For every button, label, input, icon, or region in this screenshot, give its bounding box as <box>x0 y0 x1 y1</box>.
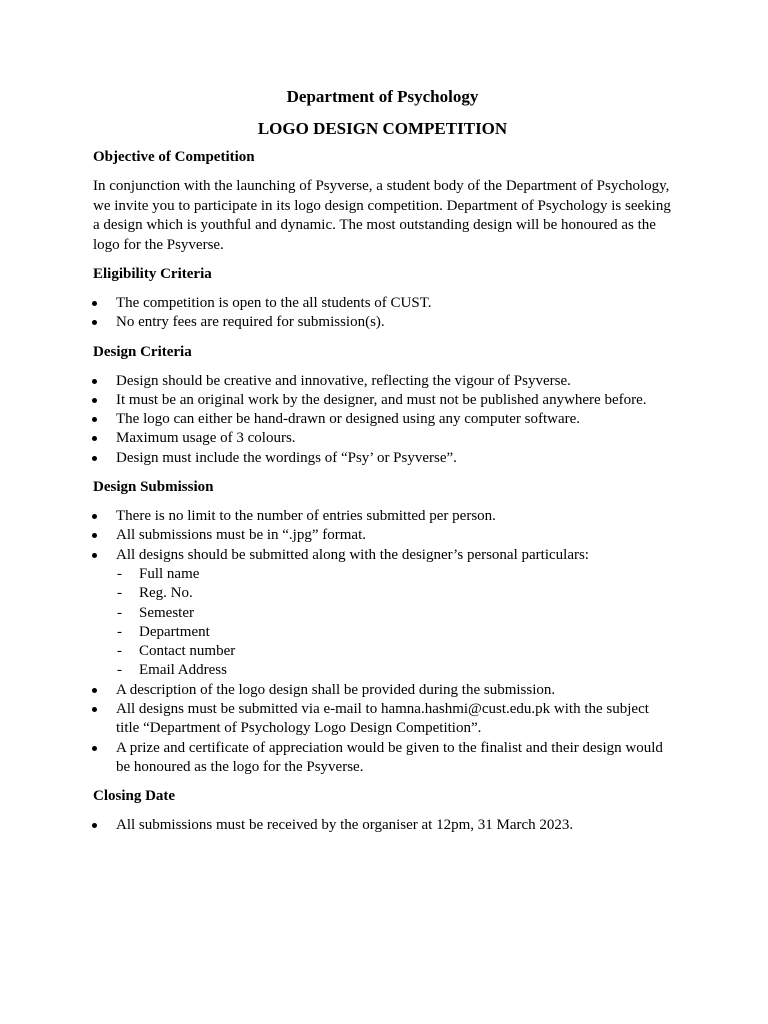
bullet-icon <box>92 707 97 712</box>
list-item <box>93 681 672 700</box>
department-title: Department of Psychology <box>286 87 479 106</box>
dash-icon: - <box>117 585 122 602</box>
bullet-icon <box>92 301 97 306</box>
bullet-icon <box>92 823 97 828</box>
particular-text: Reg. No. <box>139 585 193 602</box>
list-item-text: All designs should be submitted along with the designer’s personal particulars: <box>116 546 589 563</box>
list-item-text: All submissions must be in “.jpg” format. <box>116 527 366 544</box>
bullet-icon <box>92 746 97 751</box>
list-item <box>93 739 672 778</box>
particular-item <box>93 565 672 584</box>
bullet-icon <box>92 320 97 325</box>
list-item <box>93 449 672 468</box>
eligibility-list <box>93 294 672 333</box>
list-item-text: The competition is open to the all students of CUST. <box>116 295 432 311</box>
objective-heading: Objective of Competition <box>93 149 255 165</box>
bullet-icon <box>92 398 97 403</box>
competition-title: LOGO DESIGN COMPETITION <box>257 119 508 138</box>
bullet-icon <box>92 456 97 461</box>
dash-icon: - <box>117 643 122 660</box>
list-item-text: A description of the logo design shall be provided during the submission. <box>116 681 556 698</box>
list-item <box>93 391 672 410</box>
dash-icon: - <box>117 623 122 640</box>
bullet-icon <box>92 436 97 441</box>
bullet-icon <box>92 417 97 422</box>
particular-text: Contact number <box>139 643 236 660</box>
closing-heading: Closing Date <box>93 788 176 805</box>
list-item <box>93 294 672 313</box>
submission-list <box>93 507 672 565</box>
objective-paragraph: In conjunction with the launching of Psyverse, a student body of the Department of Psychology, we invite you to participate in its logo design competition. Department of Psychology is seeking a design which is youthful and dynamic. The most outstanding design will be honoured as the logo for the Psyverse. <box>93 178 671 253</box>
eligibility-heading: Eligibility Criteria <box>93 266 212 282</box>
list-item <box>93 700 672 739</box>
list-item-text: There is no limit to the number of entries submitted per person. <box>116 508 496 525</box>
design-criteria-list <box>93 372 672 468</box>
list-item-text: All designs must be submitted via e-mail to hamna.hashmi@cust.edu.pk with the subject title “Department of Psychology Logo Design Competition”. <box>116 701 649 737</box>
bullet-icon <box>92 514 97 519</box>
particular-text: Full name <box>139 565 200 582</box>
particular-text: Semester <box>139 604 194 621</box>
list-item <box>93 410 672 429</box>
particular-text: Department <box>139 623 210 640</box>
list-item <box>93 372 672 391</box>
particular-item <box>93 661 672 680</box>
submission-list-continued <box>93 681 672 777</box>
list-item-text: No entry fees are required for submission(s). <box>116 314 385 331</box>
closing-list <box>93 816 672 835</box>
list-item-text: A prize and certificate of appreciation would be given to the finalist and their design would be honoured as the logo for the Psyverse. <box>116 739 663 775</box>
particular-item <box>93 584 672 603</box>
dash-icon: - <box>117 662 122 679</box>
list-item-text: All submissions must be received by the organiser at 12pm, 31 March 2023. <box>116 817 574 834</box>
list-item-text: Maximum usage of 3 colours. <box>116 430 296 447</box>
particular-text: Email Address <box>139 662 227 679</box>
particular-item <box>93 642 672 661</box>
list-item <box>93 507 672 526</box>
bullet-icon <box>92 553 97 558</box>
particular-item <box>93 623 672 642</box>
list-item <box>93 526 672 545</box>
dash-icon: - <box>117 565 122 582</box>
bullet-icon <box>92 533 97 538</box>
list-item <box>93 546 672 565</box>
submission-heading: Design Submission <box>93 479 214 496</box>
particular-item <box>93 604 672 623</box>
design-criteria-heading: Design Criteria <box>93 343 192 360</box>
bullet-icon <box>92 688 97 693</box>
list-item <box>93 816 672 835</box>
bullet-icon <box>92 379 97 384</box>
list-item <box>93 429 672 448</box>
list-item-text: Design must include the wordings of “Psy’ or Psyverse”. <box>116 449 457 466</box>
list-item-text: It must be an original work by the designer, and must not be published anywhere before. <box>116 391 647 408</box>
list-item-text: The logo can either be hand-drawn or designed using any computer software. <box>116 411 581 428</box>
particulars-list <box>93 565 672 681</box>
list-item <box>93 313 672 332</box>
dash-icon: - <box>117 604 122 621</box>
list-item-text: Design should be creative and innovative, reflecting the vigour of Psyverse. <box>116 372 571 389</box>
